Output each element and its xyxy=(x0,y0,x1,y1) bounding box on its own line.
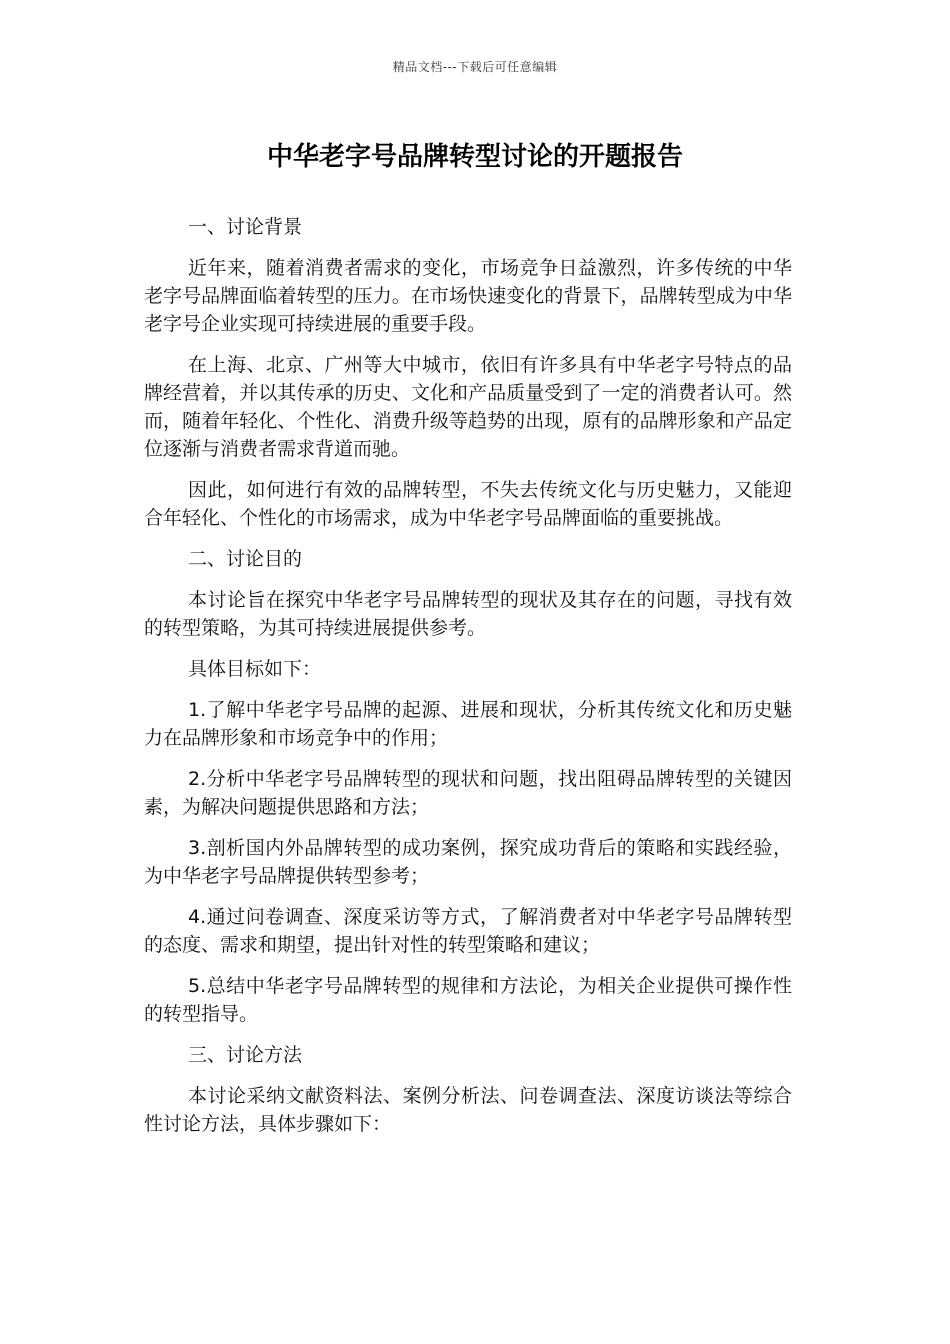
paragraph: 在上海、北京、广州等大中城市，依旧有许多具有中华老字号特点的品牌经营着，并以其传承的历史、文化和产品质量受到了一定的消费者认可。然而，随着年轻化、个性化、消费升级等趋势的出现，原有的品牌形象和产品定位逐渐与消费者需求背道而驰。 xyxy=(144,354,792,460)
section-heading-background: 一、讨论背景 xyxy=(188,216,303,238)
section-heading-purpose: 二、讨论目的 xyxy=(188,548,303,570)
list-item: 1.了解中华老字号品牌的起源、进展和现状，分析其传统文化和历史魅力在品牌形象和市场竞争中的作用； xyxy=(144,699,792,749)
list-item: 2.分析中华老字号品牌转型的现状和问题，找出阻碍品牌转型的关键因素，为解决问题提供思路和方法； xyxy=(144,768,792,818)
list-item: 4.通过问卷调查、深度采访等方式，了解消费者对中华老字号品牌转型的态度、需求和期望，提出针对性的转型策略和建议； xyxy=(144,906,792,956)
list-item: 5.总结中华老字号品牌转型的规律和方法论，为相关企业提供可操作性的转型指导。 xyxy=(144,975,792,1025)
paragraph: 本讨论采纳文献资料法、案例分析法、问卷调查法、深度访谈法等综合性讨论方法，具体步骤如下： xyxy=(144,1085,792,1135)
list-item: 3.剖析国内外品牌转型的成功案例，探究成功背后的策略和实践经验，为中华老字号品牌提供转型参考； xyxy=(144,837,792,887)
document-body xyxy=(144,213,792,1151)
page-header-watermark: 精品文档---下载后可任意编辑 xyxy=(392,60,558,74)
paragraph: 本讨论旨在探究中华老字号品牌转型的现状及其存在的问题，寻找有效的转型策略，为其可持续进展提供参考。 xyxy=(144,589,792,639)
document-title: 中华老字号品牌转型讨论的开题报告 xyxy=(266,142,683,172)
paragraph: 近年来，随着消费者需求的变化，市场竞争日益激烈，许多传统的中华老字号品牌面临着转型的压力。在市场快速变化的背景下，品牌转型成为中华老字号企业实现可持续进展的重要手段。 xyxy=(144,257,792,335)
paragraph: 因此，如何进行有效的品牌转型，不失去传统文化与历史魅力，又能迎合年轻化、个性化的市场需求，成为中华老字号品牌面临的重要挑战。 xyxy=(144,479,792,529)
section-heading-method: 三、讨论方法 xyxy=(188,1044,303,1066)
paragraph: 具体目标如下： xyxy=(188,658,322,680)
